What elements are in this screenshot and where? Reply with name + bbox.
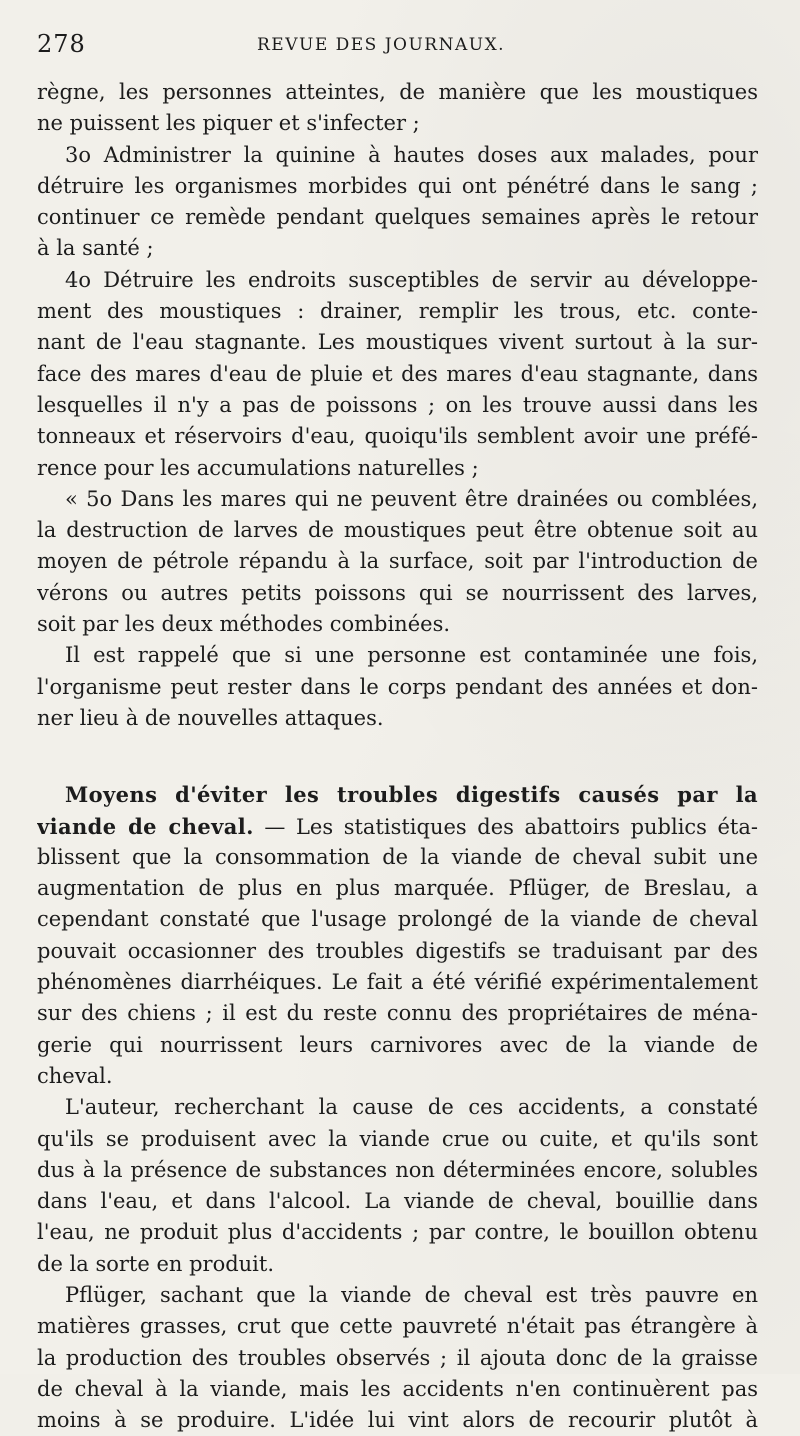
text-line: soit par les deux méthodes combinées. xyxy=(37,612,451,637)
text-line: ne puissent les piquer et s'infecter ; xyxy=(37,111,420,136)
text-line: la production des troubles observés ; il ajouta donc de la graisse xyxy=(37,1345,758,1370)
section-title-end: viande de cheval. xyxy=(37,813,254,839)
text-line: nant de l'eau stagnante. Les moustiques vivent surtout à la sur- xyxy=(37,330,758,355)
text-line: règne, les personnes atteintes, de manière que les moustiques xyxy=(37,80,758,104)
text-line: ment des moustiques : drainer, remplir les trous, etc. conte- xyxy=(37,299,758,324)
text-line: vérons ou autres petits poissons qui se nourrissent des larves, xyxy=(37,580,758,605)
page-header xyxy=(37,30,757,68)
text-line: moyen de pétrole répandu à la surface, soit par l'introduction de xyxy=(37,549,758,574)
text-line: lesquelles il n'y a pas de poissons ; on les trouve aussi dans les xyxy=(37,392,758,417)
text-line: dus à la présence de substances non déterminées encore, solubles xyxy=(37,1157,758,1182)
text-line xyxy=(37,811,758,842)
text-line: Il est rappelé que si une personne est contaminée une fois, xyxy=(65,643,758,668)
text-line: continuer ce remède pendant quelques semaines après le retour xyxy=(37,205,758,230)
text-line: de la sorte en produit. xyxy=(37,1251,275,1276)
section-title: Moyens d'éviter les troubles digestifs causés par la xyxy=(65,782,758,808)
text-line: matières grasses, crut que cette pauvreté n'était pas étrangère à xyxy=(37,1314,758,1339)
page-number: 278 xyxy=(37,30,86,58)
text-line: détruire les organismes morbides qui ont pénétré dans le sang ; xyxy=(37,173,758,198)
text-line: tonneaux et réservoirs d'eau, quoiqu'ils semblent avoir une préfé- xyxy=(37,424,758,449)
text-line: sur des chiens ; il est du reste connu des propriétaires de ména- xyxy=(37,1001,758,1026)
text-line: phénomènes diarrhéiques. Le fait a été vérifié expérimentalement xyxy=(37,970,758,995)
text-line: qu'ils se produisent avec la viande crue ou cuite, et qu'ils sont xyxy=(37,1126,758,1151)
text-line: moins à se produire. L'idée lui vint alors de recourir plutôt à xyxy=(37,1408,758,1433)
text-line: blissent que la consommation de la viande de cheval subit une xyxy=(37,844,758,869)
text-line: à la santé ; xyxy=(37,236,154,261)
text-line: Pflüger, sachant que la viande de cheval est très pauvre en xyxy=(65,1282,758,1307)
body-text xyxy=(37,77,758,1436)
text-line: gerie qui nourrissent leurs carnivores avec de la viande de xyxy=(37,1032,758,1057)
text-line: « 5o Dans les mares qui ne peuvent être drainées ou comblées, xyxy=(65,486,758,511)
running-head: REVUE DES JOURNAUX. xyxy=(257,35,506,55)
text-line: de cheval à la viande, mais les accidents n'en continuèrent pas xyxy=(37,1376,758,1401)
text-fragment: — Les statistiques des abattoirs publics éta- xyxy=(253,814,758,839)
text-line: pouvait occasionner des troubles digestifs se traduisant par des xyxy=(37,938,758,963)
text-line: face des mares d'eau de pluie et des mares d'eau stagnante, dans xyxy=(37,361,758,386)
text-line: 3o Administrer la quinine à hautes doses aux malades, pour xyxy=(65,142,758,167)
section-gap xyxy=(37,734,758,779)
text-line: 4o Détruire les endroits susceptibles de servir au développe- xyxy=(65,267,758,292)
text-line: dans l'eau, et dans l'alcool. La viande de cheval, bouillie dans xyxy=(37,1189,758,1214)
text-line: l'organisme peut rester dans le corps pendant des années et don- xyxy=(37,674,758,699)
text-line: ner lieu à de nouvelles attaques. xyxy=(37,705,384,730)
text-line: l'eau, ne produit plus d'accidents ; par contre, le bouillon obtenu xyxy=(37,1220,758,1245)
text-line: rence pour les accumulations naturelles ; xyxy=(37,455,479,480)
text-line: augmentation de plus en plus marquée. Pflüger, de Breslau, a xyxy=(37,876,758,901)
text-line: L'auteur, recherchant la cause de ces accidents, a constaté xyxy=(65,1095,758,1120)
text-line: cheval. xyxy=(37,1063,113,1088)
text-line: cependant constaté que l'usage prolongé de la viande de cheval xyxy=(37,907,758,932)
text-line: la destruction de larves de moustiques peut être obtenue soit au xyxy=(37,518,758,543)
